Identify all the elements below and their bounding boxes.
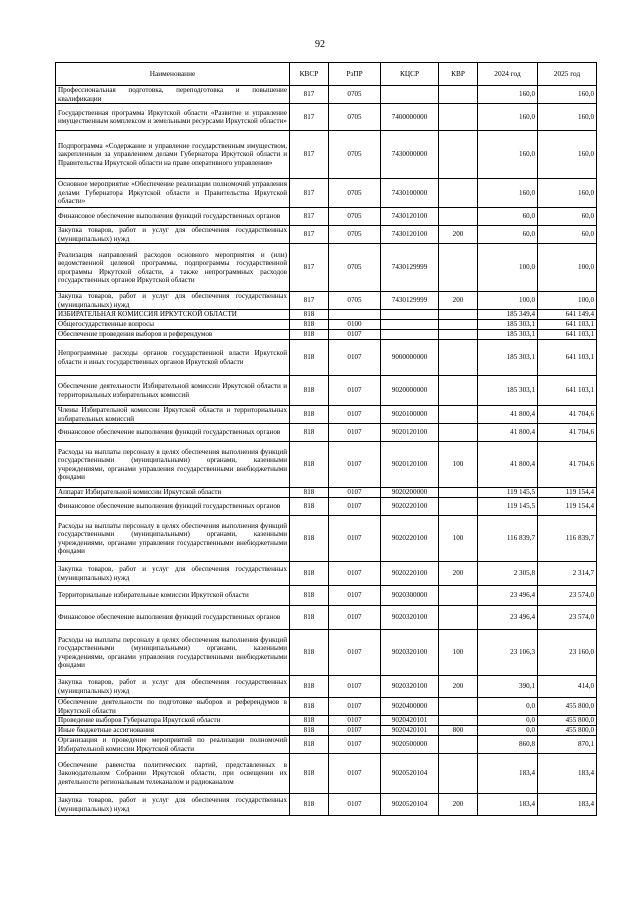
cell-kcsr: 9020520104 [381, 794, 439, 816]
cell-kvsr: 817 [290, 292, 329, 310]
table-row [56, 376, 597, 406]
cell-kvsr: 818 [290, 442, 329, 488]
cell-2024: 41 800,4 [478, 406, 538, 424]
cell-name: Иные бюджетные ассигнования [56, 726, 290, 736]
cell-2025: 41 704,6 [538, 406, 597, 424]
cell-kcsr: 9020420101 [381, 716, 439, 726]
cell-kvr [439, 244, 478, 292]
cell-2025: 41 704,6 [538, 442, 597, 488]
cell-2024: 2 305,8 [478, 562, 538, 586]
header-name: Наименование [56, 63, 290, 86]
cell-kcsr: 9020400000 [381, 698, 439, 716]
cell-rzpr: 0705 [329, 86, 381, 104]
cell-name: Расходы на выплаты персоналу в целях обеспечения выполнения функций государственными (муниципальными) органами, казенными учреждениями, органами управления государственными внебюджетными фондами [56, 630, 290, 676]
cell-kvr [439, 716, 478, 726]
table-row [56, 726, 597, 736]
cell-rzpr: 0107 [329, 330, 381, 340]
cell-2024: 0,0 [478, 716, 538, 726]
cell-kvr [439, 698, 478, 716]
cell-kcsr: 7430129999 [381, 244, 439, 292]
cell-rzpr: 0705 [329, 292, 381, 310]
cell-kvsr: 818 [290, 424, 329, 442]
cell-rzpr: 0107 [329, 586, 381, 606]
cell-kvsr: 818 [290, 716, 329, 726]
table-row [56, 244, 597, 292]
cell-2025: 23 574,0 [538, 606, 597, 630]
cell-kvr [439, 488, 478, 498]
cell-kvr: 100 [439, 442, 478, 488]
cell-kvr [439, 424, 478, 442]
cell-kcsr: 9020320100 [381, 630, 439, 676]
cell-kcsr: 9020500000 [381, 736, 439, 754]
cell-name: Финансовое обеспечение выполнения функций государственных органов [56, 208, 290, 226]
cell-name: Закупка товаров, работ и услуг для обеспечения государственных (муниципальных) нужд [56, 676, 290, 698]
cell-2025: 100,0 [538, 244, 597, 292]
cell-kvsr: 817 [290, 86, 329, 104]
cell-kvsr: 818 [290, 310, 329, 320]
cell-kvr [439, 376, 478, 406]
cell-name: Закупка товаров, работ и услуг для обеспечения государственных (муниципальных) нужд [56, 794, 290, 816]
cell-kvr [439, 586, 478, 606]
header-kcsr: КЦСР [381, 63, 439, 86]
cell-2025: 119 154,4 [538, 498, 597, 516]
cell-kvr [439, 179, 478, 208]
cell-2024: 0,0 [478, 726, 538, 736]
cell-rzpr: 0107 [329, 376, 381, 406]
cell-name: Расходы на выплаты персоналу в целях обеспечения выполнения функций государственными (муниципальными) органами, казенными учреждениями, органами управления государственными внебюджетными фондами [56, 442, 290, 488]
cell-2024: 185 303,1 [478, 330, 538, 340]
cell-rzpr: 0107 [329, 716, 381, 726]
cell-rzpr: 0107 [329, 794, 381, 816]
cell-2024: 160,0 [478, 86, 538, 104]
table-header-row [56, 63, 597, 86]
cell-rzpr: 0107 [329, 630, 381, 676]
cell-name: Закупка товаров, работ и услуг для обеспечения государственных (муниципальных) нужд [56, 292, 290, 310]
cell-kvr [439, 320, 478, 330]
cell-2025: 160,0 [538, 179, 597, 208]
cell-2025: 641 103,1 [538, 330, 597, 340]
cell-kvsr: 818 [290, 376, 329, 406]
cell-2024: 183,4 [478, 794, 538, 816]
table-row [56, 562, 597, 586]
cell-name: Закупка товаров, работ и услуг для обеспечения государственных (муниципальных) нужд [56, 226, 290, 244]
cell-rzpr: 0107 [329, 516, 381, 562]
cell-name: Проведение выборов Губернатора Иркутской области [56, 716, 290, 726]
cell-rzpr: 0107 [329, 442, 381, 488]
cell-2024: 185 303,1 [478, 340, 538, 376]
cell-kvsr: 818 [290, 698, 329, 716]
cell-rzpr [329, 310, 381, 320]
cell-kcsr [381, 86, 439, 104]
cell-kvsr: 818 [290, 630, 329, 676]
cell-2024: 390,1 [478, 676, 538, 698]
cell-kcsr: 7430000000 [381, 131, 439, 179]
table-row [56, 698, 597, 716]
cell-kcsr: 9020300000 [381, 586, 439, 606]
cell-kcsr: 9020120100 [381, 424, 439, 442]
cell-kcsr: 7430100000 [381, 179, 439, 208]
table-row [56, 406, 597, 424]
table-row [56, 716, 597, 726]
cell-name: Члены Избирательной комиссии Иркутской области и территориальных избирательных комиссий [56, 406, 290, 424]
cell-kvsr: 818 [290, 320, 329, 330]
table-body [56, 86, 597, 816]
cell-2024: 185 349,4 [478, 310, 538, 320]
cell-name: Обеспечение деятельности Избирательной комиссии Иркутской области и территориальных избирательных комиссий [56, 376, 290, 406]
cell-kcsr: 9020220100 [381, 498, 439, 516]
cell-kvsr: 817 [290, 131, 329, 179]
cell-rzpr: 0705 [329, 131, 381, 179]
cell-2025: 2 314,7 [538, 562, 597, 586]
cell-name: Обеспечение деятельности по подготовке выборов и референдумов в Иркутской области [56, 698, 290, 716]
cell-rzpr: 0107 [329, 606, 381, 630]
table-row [56, 320, 597, 330]
cell-rzpr: 0705 [329, 226, 381, 244]
cell-kcsr: 9020200000 [381, 488, 439, 498]
table-row [56, 630, 597, 676]
cell-kvr: 200 [439, 676, 478, 698]
cell-kvr [439, 736, 478, 754]
cell-kvr [439, 131, 478, 179]
cell-2024: 41 800,4 [478, 442, 538, 488]
table-row [56, 676, 597, 698]
table-row [56, 442, 597, 488]
cell-2025: 641 103,1 [538, 320, 597, 330]
cell-kcsr [381, 310, 439, 320]
cell-kvr: 200 [439, 562, 478, 586]
cell-rzpr: 0705 [329, 244, 381, 292]
cell-kcsr: 7430120100 [381, 208, 439, 226]
cell-kcsr: 9000000000 [381, 340, 439, 376]
cell-name: Подпрограмма «Содержание и управление государственным имуществом, закрепленным за управлением делами Губернатора Иркутской области и Правительства Иркутской области на праве оперативного управления» [56, 131, 290, 179]
cell-rzpr: 0705 [329, 104, 381, 131]
cell-rzpr: 0107 [329, 340, 381, 376]
cell-kvsr: 817 [290, 208, 329, 226]
cell-2025: 160,0 [538, 104, 597, 131]
cell-kvr [439, 310, 478, 320]
page-number: 92 [315, 39, 325, 50]
cell-2025: 160,0 [538, 131, 597, 179]
cell-2024: 185 303,1 [478, 376, 538, 406]
cell-2024: 185 303,1 [478, 320, 538, 330]
cell-rzpr: 0107 [329, 754, 381, 794]
table-row [56, 754, 597, 794]
table-row [56, 292, 597, 310]
cell-kcsr: 9020120100 [381, 442, 439, 488]
cell-kvr [439, 86, 478, 104]
header-kvsr: КВСР [290, 63, 329, 86]
cell-kvr [439, 754, 478, 794]
cell-rzpr: 0107 [329, 488, 381, 498]
cell-name: Организация и проведение мероприятий по реализации полномочий Избирательной комиссии Иркутской области [56, 736, 290, 754]
cell-2025: 455 800,0 [538, 716, 597, 726]
cell-rzpr: 0705 [329, 179, 381, 208]
cell-name: Аппарат Избирательной комиссии Иркутской области [56, 488, 290, 498]
cell-2024: 23 496,4 [478, 606, 538, 630]
cell-2025: 23 160,0 [538, 630, 597, 676]
cell-2024: 23 496,4 [478, 586, 538, 606]
cell-2025: 119 154,4 [538, 488, 597, 498]
cell-2025: 641 149,4 [538, 310, 597, 320]
cell-name: Территориальные избирательные комиссии Иркутской области [56, 586, 290, 606]
cell-kvsr: 818 [290, 488, 329, 498]
cell-kvr: 200 [439, 226, 478, 244]
cell-2024: 60,0 [478, 226, 538, 244]
cell-2025: 183,4 [538, 794, 597, 816]
cell-2024: 160,0 [478, 131, 538, 179]
cell-2024: 60,0 [478, 208, 538, 226]
cell-name: Профессиональная подготовка, переподготовка и повышение квалификации [56, 86, 290, 104]
cell-2025: 60,0 [538, 226, 597, 244]
cell-kcsr: 9020220100 [381, 562, 439, 586]
table-row [56, 794, 597, 816]
cell-2024: 119 145,5 [478, 488, 538, 498]
cell-kvr [439, 330, 478, 340]
cell-2025: 183,4 [538, 754, 597, 794]
cell-2024: 100,0 [478, 292, 538, 310]
cell-2025: 455 800,0 [538, 698, 597, 716]
cell-rzpr: 0107 [329, 406, 381, 424]
cell-rzpr: 0107 [329, 424, 381, 442]
cell-2024: 23 106,3 [478, 630, 538, 676]
cell-kcsr: 9020220100 [381, 516, 439, 562]
table-row [56, 424, 597, 442]
cell-2024: 160,0 [478, 104, 538, 131]
cell-2024: 183,4 [478, 754, 538, 794]
cell-kvr: 200 [439, 794, 478, 816]
cell-kvr [439, 606, 478, 630]
cell-kvr [439, 340, 478, 376]
cell-kvr [439, 498, 478, 516]
cell-2025: 23 574,0 [538, 586, 597, 606]
cell-kvsr: 817 [290, 104, 329, 131]
cell-kcsr: 9020000000 [381, 376, 439, 406]
cell-name: Обеспечение проведения выборов и референдумов [56, 330, 290, 340]
cell-kvsr: 818 [290, 794, 329, 816]
table-row [56, 516, 597, 562]
cell-kvr [439, 406, 478, 424]
cell-name: Финансовое обеспечение выполнения функций государственных органов [56, 424, 290, 442]
table-row [56, 310, 597, 320]
cell-rzpr: 0100 [329, 320, 381, 330]
budget-table [55, 62, 597, 816]
header-2024: 2024 год [478, 63, 538, 86]
table-row [56, 330, 597, 340]
cell-2024: 160,0 [478, 179, 538, 208]
cell-kvsr: 818 [290, 676, 329, 698]
table-row [56, 586, 597, 606]
cell-2024: 119 145,5 [478, 498, 538, 516]
table-row [56, 606, 597, 630]
cell-rzpr: 0107 [329, 736, 381, 754]
header-kvr: КВР [439, 63, 478, 86]
table-row [56, 226, 597, 244]
table-row [56, 86, 597, 104]
cell-kvsr: 817 [290, 226, 329, 244]
cell-kvsr: 818 [290, 736, 329, 754]
cell-2024: 41 800,4 [478, 424, 538, 442]
cell-kcsr [381, 330, 439, 340]
cell-2025: 116 839,7 [538, 516, 597, 562]
cell-2025: 60,0 [538, 208, 597, 226]
table-row [56, 208, 597, 226]
cell-2024: 860,8 [478, 736, 538, 754]
cell-2025: 160,0 [538, 86, 597, 104]
cell-2025: 41 704,6 [538, 424, 597, 442]
cell-rzpr: 0107 [329, 698, 381, 716]
cell-rzpr: 0705 [329, 208, 381, 226]
cell-kcsr: 7400000000 [381, 104, 439, 131]
cell-name: ИЗБИРАТЕЛЬНАЯ КОМИССИЯ ИРКУТСКОЙ ОБЛАСТИ [56, 310, 290, 320]
cell-name: Обеспечение равенства политических партий, представленных в Законодательном Собрании Иркутской области, при освещении их деятельности региональным телеканалом и радиоканалом [56, 754, 290, 794]
cell-name: Финансовое обеспечение выполнения функций государственных органов [56, 498, 290, 516]
cell-kcsr: 7430120100 [381, 226, 439, 244]
cell-name: Финансовое обеспечение выполнения функций государственных органов [56, 606, 290, 630]
cell-2024: 0,0 [478, 698, 538, 716]
cell-kvsr: 818 [290, 586, 329, 606]
cell-kvsr: 818 [290, 406, 329, 424]
cell-name: Общегосударственные вопросы [56, 320, 290, 330]
table-row [56, 131, 597, 179]
cell-kvr: 800 [439, 726, 478, 736]
cell-2025: 414,0 [538, 676, 597, 698]
cell-kcsr: 9020320100 [381, 676, 439, 698]
cell-kvr: 100 [439, 516, 478, 562]
table-row [56, 179, 597, 208]
cell-2024: 116 839,7 [478, 516, 538, 562]
cell-kcsr: 7430129999 [381, 292, 439, 310]
cell-name: Непрограммные расходы органов государственной власти Иркутской области и иных государственных органов Иркутской области [56, 340, 290, 376]
cell-kvr: 200 [439, 292, 478, 310]
cell-2025: 641 103,1 [538, 376, 597, 406]
cell-kvr [439, 104, 478, 131]
cell-kcsr [381, 320, 439, 330]
table-row [56, 498, 597, 516]
table-row [56, 488, 597, 498]
cell-kvsr: 818 [290, 726, 329, 736]
table-row [56, 104, 597, 131]
cell-kvr [439, 208, 478, 226]
cell-name: Расходы на выплаты персоналу в целях обеспечения выполнения функций государственными (муниципальными) органами, казенными учреждениями, органами управления государственными внебюджетными фондами [56, 516, 290, 562]
cell-kvr: 100 [439, 630, 478, 676]
cell-2025: 455 800,0 [538, 726, 597, 736]
cell-kvsr: 818 [290, 330, 329, 340]
cell-name: Государственная программа Иркутской области «Развитие и управление имущественным комплексом и земельными ресурсами Иркутской области» [56, 104, 290, 131]
cell-name: Закупка товаров, работ и услуг для обеспечения государственных (муниципальных) нужд [56, 562, 290, 586]
cell-rzpr: 0107 [329, 676, 381, 698]
cell-2024: 100,0 [478, 244, 538, 292]
cell-2025: 641 103,1 [538, 340, 597, 376]
cell-2025: 870,1 [538, 736, 597, 754]
header-rzpr: РзПР [329, 63, 381, 86]
cell-kvsr: 818 [290, 498, 329, 516]
cell-kvsr: 818 [290, 606, 329, 630]
cell-name: Основное мероприятие «Обеспечение реализации полномочий управления делами Губернатора Иркутской области и Правительства Иркутской области» [56, 179, 290, 208]
cell-kcsr: 9020420101 [381, 726, 439, 736]
table-row [56, 736, 597, 754]
cell-kcsr: 9020320100 [381, 606, 439, 630]
cell-kvsr: 818 [290, 562, 329, 586]
cell-kcsr: 9020520104 [381, 754, 439, 794]
cell-kcsr: 9020100000 [381, 406, 439, 424]
cell-rzpr: 0107 [329, 562, 381, 586]
cell-rzpr: 0107 [329, 498, 381, 516]
cell-kvsr: 818 [290, 516, 329, 562]
cell-kvsr: 817 [290, 244, 329, 292]
table-row [56, 340, 597, 376]
cell-kvsr: 818 [290, 754, 329, 794]
cell-name: Реализация направлений расходов основного мероприятия и (или) ведомственной целевой программы, подпрограммы государственной программы Иркутской области, а также непрограммных расходов государственных органов Иркутской области [56, 244, 290, 292]
cell-kvsr: 818 [290, 340, 329, 376]
cell-rzpr: 0107 [329, 726, 381, 736]
header-2025: 2025 год [538, 63, 597, 86]
cell-2025: 100,0 [538, 292, 597, 310]
cell-kvsr: 817 [290, 179, 329, 208]
